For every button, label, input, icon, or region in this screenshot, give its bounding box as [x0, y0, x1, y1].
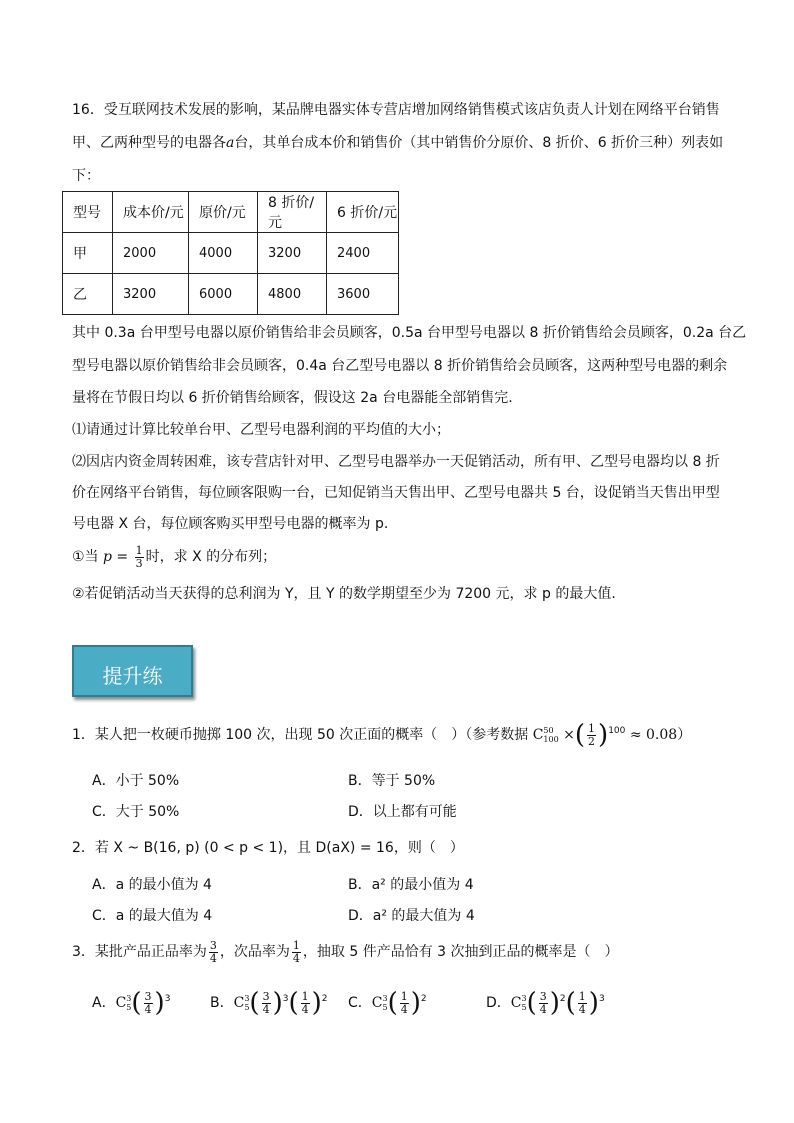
q2-option-a: A．a 的最小值为 4 — [92, 877, 212, 893]
frac-den: 2 — [588, 734, 596, 748]
option-label: D． — [486, 995, 511, 1011]
problem16-para1: 其中 0.3a 台甲型号电器以原价销售给非会员顾客，0.5a 台甲型号电器以 8 折价销售给会员顾客，0.2a 台乙 — [72, 325, 747, 341]
problem16-q2-line1: ⑵因店内资金周转困难，该专营店针对甲、乙型号电器举办一天促销活动，所有甲、乙型号电器均以 8 折 — [72, 454, 720, 470]
q2-option-d: D．a² 的最大值为 4 — [348, 908, 475, 924]
q3-option-a: A．C 3 5 ( $\frac{3}{4}$ )$^3$ — [92, 988, 171, 1018]
q1-option-a: A．小于 50% — [92, 773, 180, 789]
table-header-row — [63, 192, 399, 233]
combination-symbol: C 50 100 — [532, 726, 559, 744]
option-label: B． — [210, 995, 234, 1011]
table-cell: 3600 — [327, 274, 399, 315]
frac-num: 1 — [292, 938, 300, 952]
q3-stem-c: ，抽取 5 件产品恰有 3 次抽到正品的概率是（ ） — [302, 944, 619, 960]
frac-num: 1 — [135, 543, 143, 557]
question3-stem — [72, 938, 619, 966]
q1-stem-text: 1．某人把一枚硬币抛掷 100 次，出现 50 次正面的概率（ ）（参考数据 — [72, 727, 529, 743]
q3-option-c: C．C 3 5 ( $\frac{1}{4}$ )$^2$ — [348, 988, 427, 1018]
q1-option-d: D．以上都有可能 — [348, 804, 457, 820]
section-title: 提升练 — [102, 664, 163, 688]
table-cell: 乙 — [63, 274, 113, 315]
table-row — [63, 233, 399, 274]
section-header-box — [72, 645, 193, 697]
table-cell: 4000 — [189, 233, 258, 274]
table-header-cell: 8 折价/元 — [258, 192, 327, 233]
table-cell: 2000 — [113, 233, 189, 274]
problem16-para3: 量将在节假日均以 6 折价销售给顾客，假设这 2a 台电器能全部销售完. — [72, 390, 513, 406]
question1-stem: 1．某人把一枚硬币抛掷 100 次，出现 50 次正面的概率（ ）（参考数据 C 50 100 ×( $\frac{1}{2}$ )$^{100}$ ≈ 0.08） — [72, 720, 692, 750]
variable-a: a — [226, 135, 235, 151]
table-header-cell: 成本价/元 — [113, 192, 189, 233]
problem16-sub2: ②若促销活动当天获得的总利润为 Y，且 Y 的数学期望至少为 7200 元，求 p 的最大值. — [72, 586, 616, 602]
power-100: 100 — [608, 726, 626, 736]
q1-option-c: C．大于 50% — [92, 804, 180, 820]
problem16-q2-line3: 号电器 X 台，每位顾客购买甲型号电器的概率为 p. — [72, 516, 389, 532]
q3-stem-b: ，次品率为 — [219, 944, 290, 960]
q1-option-b: B．等于 50% — [348, 773, 436, 789]
frac-den: 3 — [135, 556, 143, 570]
table-row — [63, 274, 399, 315]
frac-den: 4 — [292, 951, 300, 965]
frac-den: 4 — [209, 951, 217, 965]
table-cell: 6000 — [189, 274, 258, 315]
comb-sub: 100 — [543, 735, 559, 744]
table-cell: 3200 — [113, 274, 189, 315]
frac-num: 3 — [209, 938, 217, 952]
table-header-cell: 型号 — [63, 192, 113, 233]
q3-stem-a: 3．某批产品正品率为 — [72, 944, 207, 960]
problem16-para2: 型号电器以原价销售给非会员顾客，0.4a 台乙型号电器以 8 折价销售给会员顾客，这两种型号电器的剩余 — [72, 358, 728, 374]
fraction-one-quarter — [292, 940, 301, 965]
problem16-line1: 16．受互联网技术发展的影响，某品牌电器实体专营店增加网络销售模式该店负责人计划在网络平台销售 — [72, 102, 720, 118]
problem16-q1: ⑴请通过计算比较单台甲、乙型号电器利润的平均值的大小； — [72, 422, 450, 438]
q2-option-c: C．a 的最大值为 4 — [92, 908, 213, 924]
problem16-line2 — [72, 134, 723, 152]
table-cell: 2400 — [327, 233, 399, 274]
comb-sup: 50 — [543, 726, 554, 735]
table-header-cell: 6 折价/元 — [327, 192, 399, 233]
q2-option-b: B．a² 的最小值为 4 — [348, 877, 474, 893]
sub1-p: p = — [103, 549, 129, 565]
sub1-suffix: 时，求 X 的分布列； — [145, 549, 277, 565]
sub1-prefix: ①当 — [72, 549, 99, 565]
option-label: A． — [92, 995, 116, 1011]
frac-num: 1 — [588, 721, 596, 735]
problem16-sub1 — [72, 543, 276, 571]
fraction-one-third — [135, 545, 144, 570]
table-cell: 3200 — [258, 233, 327, 274]
problem16-q2-line2: 价在网络平台销售，每位顾客限购一台，已知促销当天售出甲、乙型号电器共 5 台，设促销当天售出甲型 — [72, 485, 720, 501]
price-table — [62, 191, 399, 315]
q3-option-d: D．C 3 5 ( $\frac{3}{4}$ )$^2$( $\frac{1}{4}$ )$^3$ — [486, 988, 605, 1018]
fraction-three-quarters — [209, 940, 218, 965]
table-cell: 甲 — [63, 233, 113, 274]
q1-approx: ≈ 0.08） — [629, 727, 692, 743]
question2-stem: 2．若 X ~ B(16, p) (0 < p < 1)，且 D(aX) = 16，则（ ） — [72, 840, 464, 856]
table-header-cell: 原价/元 — [189, 192, 258, 233]
q3-option-b: B．C 3 5 ( $\frac{3}{4}$ )$^3$( $\frac{1}{4}$ )$^2$ — [210, 988, 328, 1018]
table-cell: 4800 — [258, 274, 327, 315]
problem16-line2-c: 台，其单台成本价和销售价（其中销售价分原价、8 折价、6 折价三种）列表如 — [234, 135, 724, 151]
fraction-one-half — [587, 723, 596, 748]
problem16-line2-a: 甲、乙两种型号的电器各 — [72, 135, 226, 151]
problem16-line3: 下： — [72, 168, 100, 184]
option-label: C． — [348, 995, 372, 1011]
